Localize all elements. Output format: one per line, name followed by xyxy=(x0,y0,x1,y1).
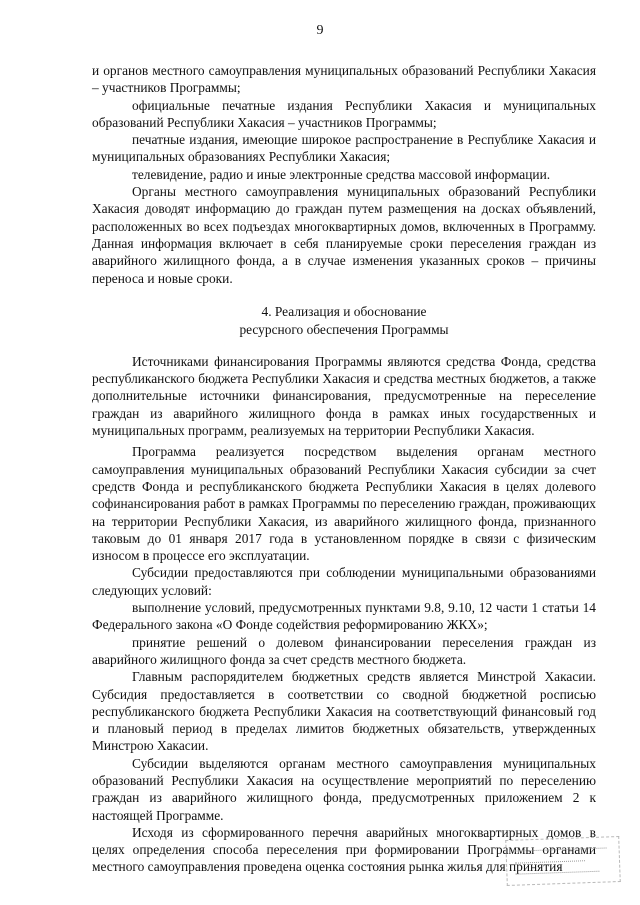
faint-stamp-mark xyxy=(505,836,621,886)
section-4-paragraph-6: Главным распорядителем бюджетных средств является Минстрой Хакасии. Субсидия предоставляется в соответствии со сводной бюджетной росписью республиканского бюджета Республики Хакасия на соответствующий финансовый год и плановый период в пределах лимитов бюджетных обязательств, утвержденных Минстрою Хакасии. xyxy=(92,669,596,754)
intro-paragraph-2: официальные печатные издания Республики Хакасия и муниципальных образований Республики Хакасия – участников Программы; xyxy=(92,97,596,130)
page-number: 9 xyxy=(316,23,324,38)
section-4-paragraph-4: выполнение условий, предусмотренных пунктами 9.8, 9.10, 12 части 1 статьи 14 Федерального закона «О Фонде содействия реформированию ЖКХ»; xyxy=(92,600,596,633)
intro-paragraph-1: и органов местного самоуправления муниципальных образований Республики Хакасия – участников Программы; xyxy=(92,63,596,96)
section-4-paragraph-5: принятие решений о долевом финансировании переселения граждан из аварийного жилищного фонда за счет средств местного бюджета. xyxy=(92,634,596,667)
intro-paragraph-5: Органы местного самоуправления муниципальных образований Республики Хакасия доводят информацию до граждан путем размещения на досках объявлений, расположенных во всех подъездах многоквартирных домов, включенных в Программу. Данная информация включает в себя планируемые сроки переселения граждан из аварийного жилищного фонда, а в случае изменения указанных сроков – причины переноса и новые сроки. xyxy=(92,184,596,286)
section-4-paragraph-7: Субсидии выделяются органам местного самоуправления муниципальных образований Республики Хакасия на осуществление мероприятий по переселению граждан из аварийного жилищного фонда, предусмотренных приложением 2 к настоящей Программе. xyxy=(92,755,596,823)
intro-paragraph-4: телевидение, радио и иные электронные средства массовой информации. xyxy=(132,166,551,182)
section-4-paragraph-1: Источниками финансирования Программы являются средства Фонда, средства республиканского бюджета Республики Хакасия и средства местных бюджетов, а также дополнительные источники финансирования, предусмотренные на переселение граждан из аварийного жилищного фонда в рамках иных государственных и муниципальных программ, реализуемых на территории Республики Хакасия. xyxy=(92,353,596,439)
document-body xyxy=(92,62,596,876)
intro-paragraph-3: печатные издания, имеющие широкое распространение в Республике Хакасия и муниципальных образованиях Республики Хакасия; xyxy=(92,132,596,165)
section-4-title-line-1: 4. Реализация и обоснование xyxy=(261,303,427,319)
section-4-paragraph-3: Субсидии предоставляются при соблюдении муниципальными образованиями следующих условий: xyxy=(92,565,596,598)
section-4-title-line-2: ресурсного обеспечения Программы xyxy=(239,321,449,337)
section-4-paragraph-2: Программа реализуется посредством выделения органам местного самоуправления муниципальных образований Республики Хакасия субсидии за счет средств Фонда и республиканского бюджета Республики Хакасия в целях долевого софинансирования работ в рамках Программы по переселению граждан, проживающих на территории Республики Хакасия, из аварийного жилищного фонда, признанного таковым до 01 января 2017 года в установленном порядке в связи с физическим износом в процессе его эксплуатации. xyxy=(92,444,596,564)
section-4-paragraph-8: Исходя из сформированного перечня аварийных многоквартирных домов в целях определения способа переселения при формировании Программы органами местного самоуправления проведена оценка состояния рынка жилья для принятия xyxy=(92,824,596,875)
section-4-heading xyxy=(92,303,596,339)
